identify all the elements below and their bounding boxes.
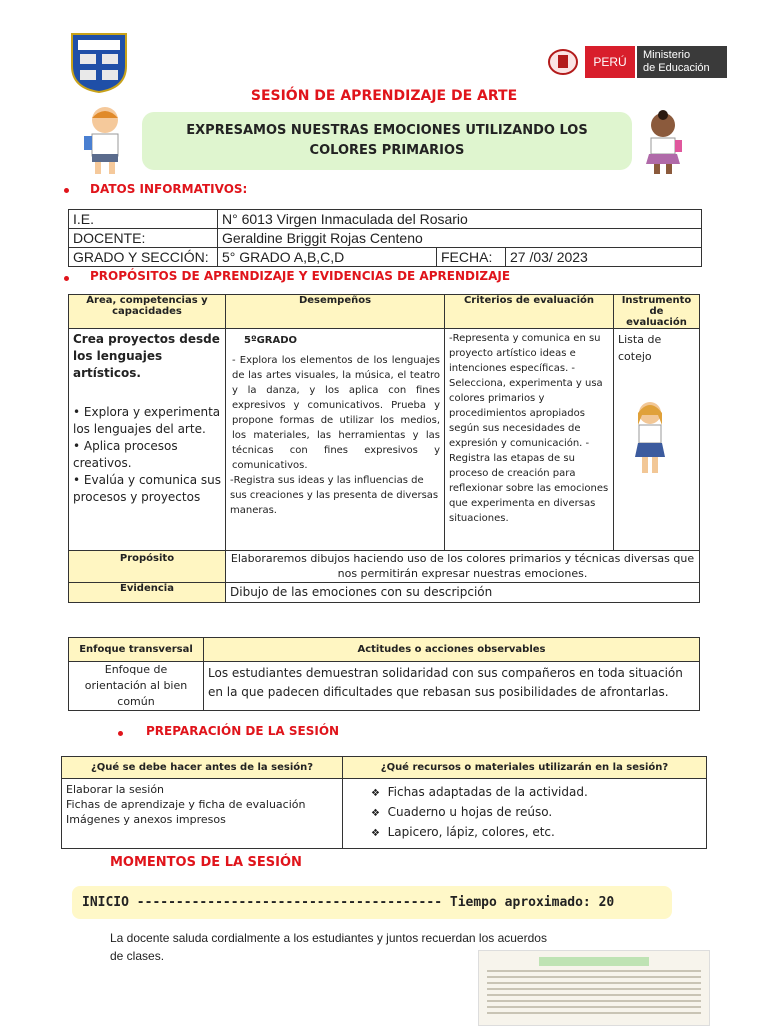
inicio-bar xyxy=(72,886,672,919)
bullet-icon xyxy=(64,188,69,193)
capacidad-item: • Aplica procesos creativos. xyxy=(73,439,178,470)
recurso-item: ❖ Fichas adaptadas de la actividad. xyxy=(371,785,588,799)
school-logo xyxy=(70,32,128,94)
diamond-bullet-icon: ❖ xyxy=(371,788,380,799)
diamond-bullet-icon: ❖ xyxy=(371,828,380,839)
grado-value: 5° GRADO A,B,C,D xyxy=(218,248,437,267)
document-thumbnail xyxy=(478,950,710,1026)
antes-item: Fichas de aprendizaje y ficha de evaluación xyxy=(66,798,306,811)
docente-label: DOCENTE: xyxy=(69,229,218,248)
col-area: Área, competencias y capacidades xyxy=(69,295,226,329)
enfoque-actitud: Los estudiantes demuestran solidaridad con sus compañeros en toda situación en la que padecen dificultades que rebasan sus posibilidades de afrontarlas. xyxy=(204,662,700,711)
enfoque-name: Enfoque de orientación al bien común xyxy=(69,662,204,711)
bullet-icon xyxy=(64,276,69,281)
preparacion-table xyxy=(61,756,707,849)
ie-label: I.E. xyxy=(69,210,218,229)
instrumento-cell xyxy=(614,329,700,551)
enfoque-table xyxy=(68,637,700,711)
col-criterios: Criterios de evaluación xyxy=(445,295,614,329)
inicio-text: La docente saluda cordialmente a los estudiantes y juntos recuerdan los acuerdos de clases. xyxy=(110,931,547,963)
proposito-value: Elaboraremos dibujos haciendo uso de los colores primarios y técnicas diversas que nos permitirán expresar nuestras emociones. xyxy=(226,551,700,583)
criterios-cell: -Representa y comunica en su proyecto artístico ideas e intenciones específicas. -Selecciona, experimenta y usa colores primarios y procedimientos apropiados según sus necesidades de expresión y comunicación. - Registra las etapas de su proceso de creación para reflexionar sobre las emociones que experimenta en diversas situaciones. xyxy=(445,329,614,551)
desempeno-2: -Registra sus ideas y las influencias de sus creaciones y las presenta de diversas maneras. xyxy=(230,475,439,516)
datos-heading: DATOS INFORMATIVOS: xyxy=(90,182,248,196)
evidencia-value: Dibujo de las emociones con su descripción xyxy=(226,583,700,603)
diamond-bullet-icon: ❖ xyxy=(371,808,380,819)
datos-table xyxy=(68,209,702,267)
col-recursos: ¿Qué recursos o materiales utilizarán en la sesión? xyxy=(343,757,707,779)
desempeno-1: - Explora los elementos de los lenguajes de las artes visuales, la música, el teatro y la danza, y los aplica con fines expresivos y comunicativos. Prueba y propone formas de utilizar los medios, los materiales, las herramientas y las técnicas con fines expresivos y comunicativos. xyxy=(232,355,440,471)
momentos-heading: MOMENTOS DE LA SESIÓN xyxy=(110,855,302,870)
preparacion-heading: PREPARACIÓN DE LA SESIÓN xyxy=(146,724,340,738)
grado-label: 5ºGRADO xyxy=(244,335,298,346)
competencia-cell xyxy=(69,329,226,551)
capacidad-item: • Explora y experimenta los lenguajes del arte. xyxy=(73,405,221,436)
ie-value: N° 6013 Virgen Inmaculada del Rosario xyxy=(218,210,702,229)
evidencia-label: Evidencia xyxy=(69,583,226,603)
recurso-item: ❖ Lapicero, lápiz, colores, etc. xyxy=(371,825,555,839)
session-title-box xyxy=(142,112,632,170)
antes-item: Elaborar la sesión xyxy=(66,783,165,796)
student-girl-illustration xyxy=(618,399,695,484)
fecha-value: 27 /03/ 2023 xyxy=(506,248,702,267)
antes-cell xyxy=(62,779,343,849)
fecha-label: FECHA: xyxy=(437,248,506,267)
capacidad-item: • Evalúa y comunica sus procesos y proyectos xyxy=(73,473,222,504)
proposito-label: Propósito xyxy=(69,551,226,583)
competencia: Crea proyectos desde los lenguajes artísticos. xyxy=(73,332,220,380)
propositos-heading: PROPÓSITOS DE APRENDIZAJE Y EVIDENCIAS DE APRENDIZAJE xyxy=(90,269,511,283)
page-title: SESIÓN DE APRENDIZAJE DE ARTE xyxy=(250,88,518,104)
recursos-cell xyxy=(343,779,707,849)
inicio-label: INICIO xyxy=(82,895,129,910)
session-title-line1: EXPRESAMOS NUESTRAS EMOCIONES UTILIZANDO LOS xyxy=(186,123,588,138)
session-title-line2: COLORES PRIMARIOS xyxy=(309,143,465,158)
propositos-table xyxy=(68,294,700,603)
bullet-icon xyxy=(118,731,123,736)
col-enfoque: Enfoque transversal xyxy=(69,638,204,662)
col-actitudes: Actitudes o acciones observables xyxy=(204,638,700,662)
grado-label: GRADO Y SECCIÓN: xyxy=(69,248,218,267)
boy-illustration xyxy=(80,104,130,180)
col-instrumento: Instrumento de evaluación xyxy=(614,295,700,329)
recurso-item: ❖ Cuaderno u hojas de reúso. xyxy=(371,805,553,819)
gov-ministry: Ministerio de Educación xyxy=(637,46,727,78)
inicio-tiempo: Tiempo aproximado: 20 xyxy=(449,895,615,910)
col-antes: ¿Qué se debe hacer antes de la sesión? xyxy=(62,757,343,779)
inicio-dashes: --------------------------------------- xyxy=(136,895,443,910)
desempenos-cell xyxy=(226,329,445,551)
instrumento: Lista de cotejo xyxy=(618,333,662,363)
girl-illustration xyxy=(640,110,686,180)
gov-country: PERÚ xyxy=(585,46,635,78)
antes-item: Imágenes y anexos impresos xyxy=(66,813,226,826)
col-desempenos: Desempeños xyxy=(226,295,445,329)
docente-value: Geraldine Briggit Rojas Centeno xyxy=(218,229,702,248)
